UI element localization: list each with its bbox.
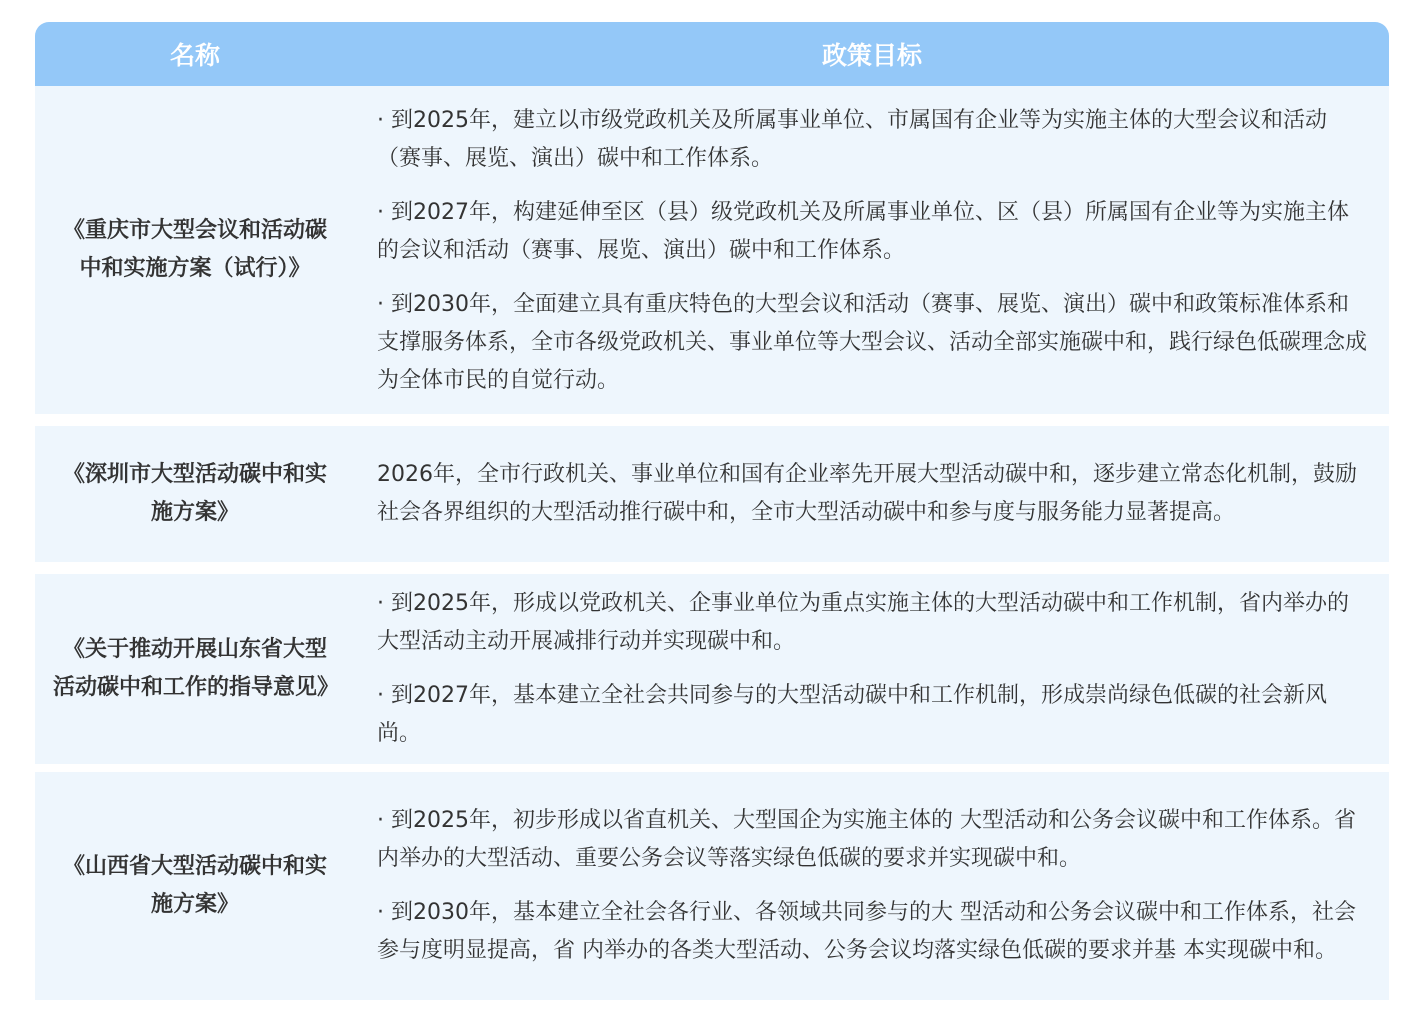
policy-goals	[355, 772, 1389, 1000]
table-row	[35, 772, 1389, 1000]
goal-item: · 到2027年，基本建立全社会共同参与的大型活动碳中和工作机制，形成崇尚绿色低碳的社会新风尚。	[377, 683, 1327, 746]
goal-item: · 到2025年，建立以市级党政机关及所属事业单位、市属国有企业等为实施主体的大型会议和活动（赛事、展览、演出）碳中和工作体系。	[377, 108, 1327, 171]
goal-item: · 到2030年，全面建立具有重庆特色的大型会议和活动（赛事、展览、演出）碳中和政策标准体系和支撑服务体系，全市各级党政机关、事业单位等大型会议、活动全部实施碳中和，践行绿色低碳理念成为全体市民的自觉行动。	[377, 292, 1368, 393]
header-goal: 政策目标	[821, 41, 922, 70]
table-row	[35, 574, 1389, 764]
goal-item: · 到2025年，形成以党政机关、企事业单位为重点实施主体的大型活动碳中和工作机制，省内举办的大型活动主动开展减排行动并实现碳中和。	[377, 591, 1349, 654]
goal-item: · 到2030年，基本建立全社会各行业、各领域共同参与的大 型活动和公务会议碳中和工作体系，社会参与度明显提高，省 内举办的各类大型活动、公务会议均落实绿色低碳的要求并基 本实现碳中和。	[377, 900, 1356, 963]
policy-name: 《重庆市大型会议和活动碳中和实施方案（试行）》	[62, 218, 327, 281]
policy-name: 《山西省大型活动碳中和实施方案》	[62, 854, 327, 917]
goal-item: 2026年，全市行政机关、事业单位和国有企业率先开展大型活动碳中和，逐步建立常态化机制，鼓励社会各界组织的大型活动推行碳中和，全市大型活动碳中和参与度与服务能力显著提高。	[377, 462, 1357, 525]
policy-table	[35, 22, 1389, 1000]
goal-item: · 到2025年，初步形成以省直机关、大型国企为实施主体的 大型活动和公务会议碳中和工作体系。省内举办的大型活动、重要公务会议等落实绿色低碳的要求并实现碳中和。	[377, 808, 1356, 871]
policy-name: 《深圳市大型活动碳中和实施方案》	[62, 462, 327, 525]
policy-goals	[355, 574, 1389, 764]
table-header	[35, 22, 1389, 86]
table-row	[35, 86, 1389, 414]
policy-goals	[355, 426, 1389, 562]
table-row	[35, 426, 1389, 562]
policy-goals	[355, 86, 1389, 414]
policy-name: 《关于推动开展山东省大型活动碳中和工作的指导意见》	[53, 637, 340, 700]
header-name: 名称	[169, 41, 220, 70]
goal-item: · 到2027年，构建延伸至区（县）级党政机关及所属事业单位、区（县）所属国有企业等为实施主体的会议和活动（赛事、展览、演出）碳中和工作体系。	[377, 200, 1349, 263]
